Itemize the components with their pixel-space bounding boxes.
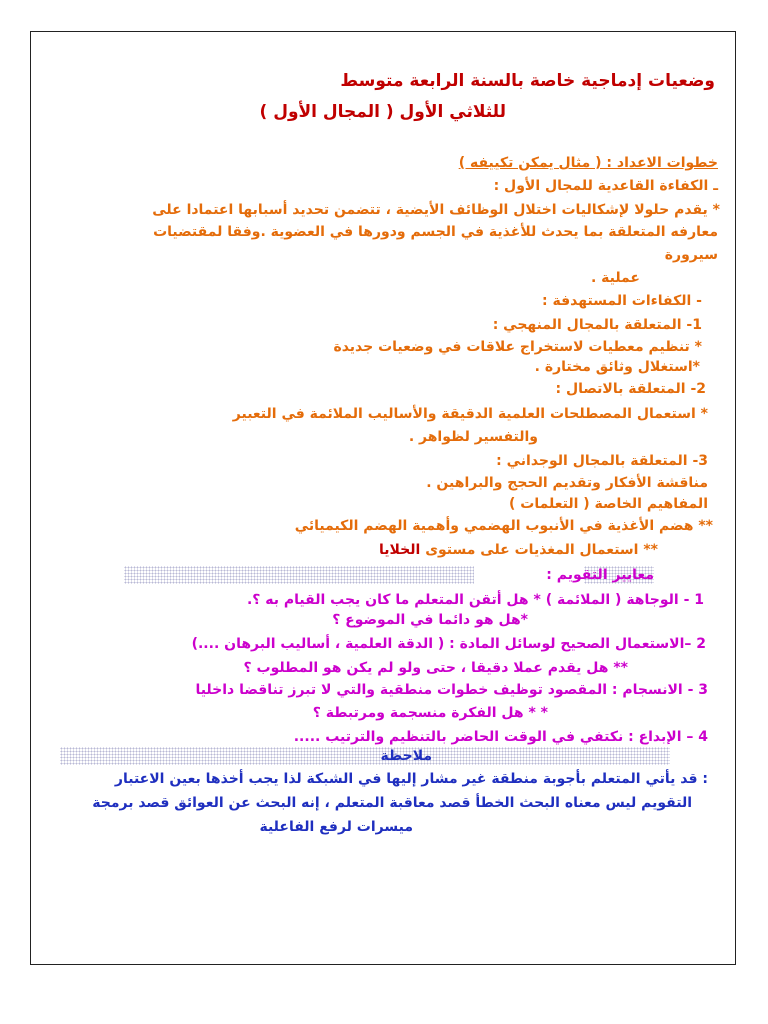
base-competency-heading: ـ الكفاءة القاعدية للمجال الأول : xyxy=(493,178,718,194)
criteria-heading-shading xyxy=(124,566,474,584)
criterion-4: 4 – الإبداع : نكتفي في الوقت الحاضر بالتنظيم والترتيب ..... xyxy=(293,729,708,745)
criterion-2-question: ** هل يقدم عملا دقيقا ، حتى ولو لم يكن هو المطلوب ؟ xyxy=(243,660,628,676)
communication-item-2: والتفسير لظواهر . xyxy=(408,429,538,445)
communication-item-1: * استعمال المصطلحات العلمية الدقيقة والأساليب الملائمة في التعبير xyxy=(232,406,708,422)
base-competency-text-3: سيرورة xyxy=(664,247,718,263)
steps-heading: خطوات الاعداد : ( مثال يمكن تكييفه ) xyxy=(458,155,718,171)
methodology-item-1: * تنظيم معطيات لاستخراج علاقات في وضعيات جديدة xyxy=(333,339,702,355)
affective-heading: 3- المتعلقة بالمجال الوجداني : xyxy=(496,453,708,469)
communication-heading: 2- المتعلقة بالاتصال : xyxy=(555,381,706,397)
note-text-2: التقويم ليس معناه البحث الخطأ قصد معاقبة المتعلم ، إنه البحث عن العوائق قصد برمجة xyxy=(92,795,692,811)
criteria-heading: معايير التقويم : xyxy=(546,567,654,583)
criterion-1: 1 - الوجاهة ( الملائمة ) * هل أتقن المتعلم ما كان يجب القيام به ؟. xyxy=(246,592,704,608)
concept-item-2-cells: الخلايا xyxy=(379,542,421,558)
note-text-1: : قد يأتي المتعلم بأجوبة منطقة غير مشار إليها في الشبكة لذا يجب أخذها بعين الاعتبار xyxy=(114,771,708,787)
base-competency-text-1: * يقدم حلولا لإشكاليات اختلال الوظائف الأيضية ، تتضمن تحديد أسبابها اعتمادا على xyxy=(152,202,720,218)
concepts-heading: المفاهيم الخاصة ( التعلمات ) xyxy=(509,496,708,512)
criterion-2: 2 –الاستعمال الصحيح لوسائل المادة : ( الدقة العلمية ، أساليب البرهان ....) xyxy=(191,636,706,652)
criterion-1-question: *هل هو دائما في الموضوع ؟ xyxy=(332,612,528,628)
criterion-3-question: * * هل الفكرة منسجمة ومرتبطة ؟ xyxy=(312,705,548,721)
title-line-2: للثلاثي الأول ( المجال الأول ) xyxy=(259,102,506,122)
note-text-3: ميسرات لرفع الفاعلية xyxy=(259,819,413,835)
title-line-1: وضعيات إدماجية خاصة بالسنة الرابعة متوسط xyxy=(340,71,715,91)
target-competencies-heading: - الكفاءات المستهدفة : xyxy=(542,293,702,309)
criterion-3: 3 - الانسجام : المقصود توظيف خطوات منطقية والتي لا تبرز تناقضا داخليا xyxy=(195,682,708,698)
note-heading: ملاحظة xyxy=(380,748,432,764)
base-competency-text-4: عملية . xyxy=(590,270,640,286)
concept-item-1: ** هضم الأغذية في الأنبوب الهضمي وأهمية الهضم الكيميائي xyxy=(294,518,713,534)
affective-item-1: مناقشة الأفكار وتقديم الحجج والبراهين . xyxy=(426,475,708,491)
concept-item-2-text: ** استعمال المغذيات على مستوى xyxy=(425,542,658,558)
note-heading-shading xyxy=(60,747,670,765)
concept-item-2 xyxy=(379,541,658,559)
base-competency-text-2: معارفه المتعلقة بما يحدث للأغذية في الجسم ودورها في العضوية .وفقا لمقتضيات xyxy=(153,224,718,240)
methodology-heading: 1- المتعلقة بالمجال المنهجي : xyxy=(492,317,702,333)
methodology-item-2: *استغلال وثائق مختارة . xyxy=(534,359,700,375)
